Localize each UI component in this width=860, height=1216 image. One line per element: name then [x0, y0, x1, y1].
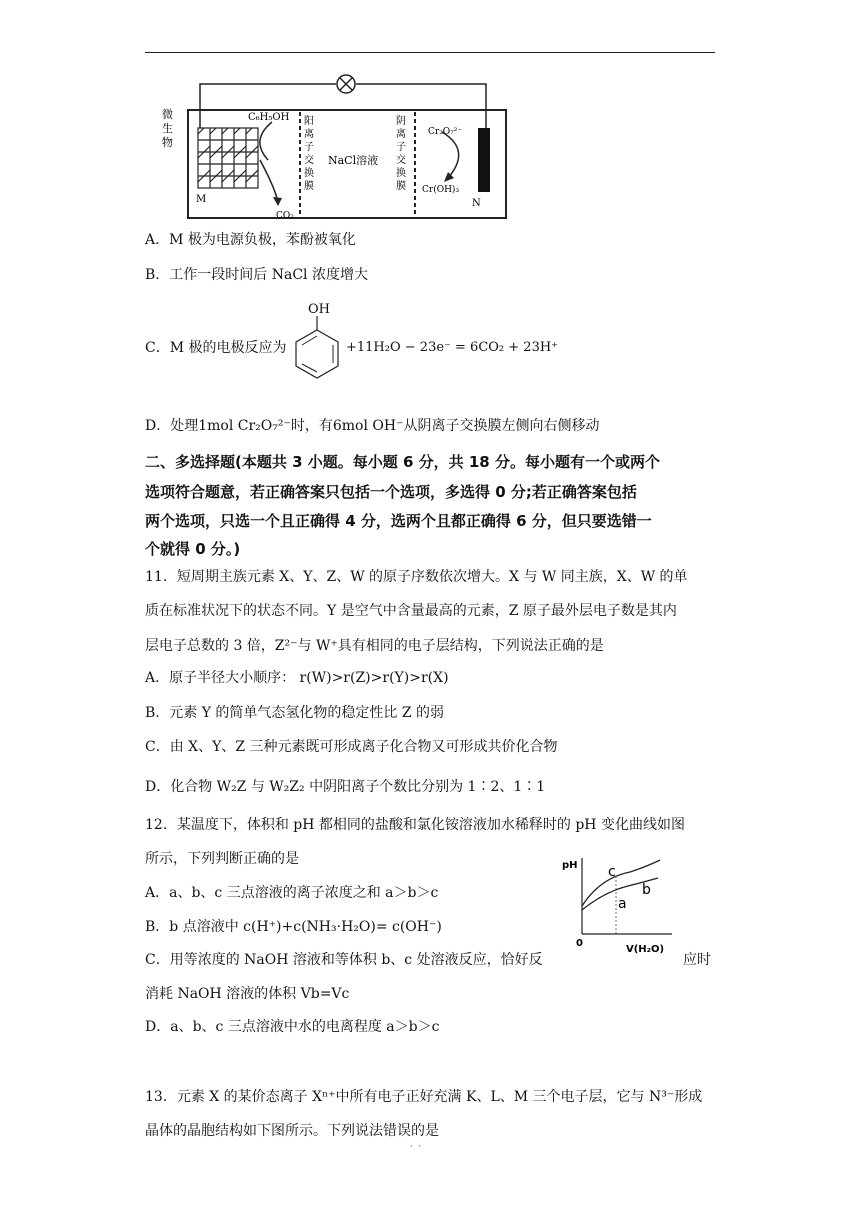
q10-option-b: B．工作一段时间后 NaCl 浓度增大 [145, 267, 368, 283]
svg-text:交: 交 [396, 155, 406, 166]
svg-text:子: 子 [304, 142, 314, 153]
svg-text:交: 交 [304, 155, 314, 166]
q12-option-c-tail: 应时 [683, 952, 711, 968]
q11-option-b: B．元素 Y 的简单气态氢化物的稳定性比 Z 的弱 [145, 705, 445, 721]
q11-stem-2: 质在标准状况下的状态不同。Y 是空气中含量最高的元素，Z 原子最外层电子数是其内 [145, 603, 677, 619]
svg-text:M: M [196, 194, 207, 205]
electrolysis-diagram [160, 70, 520, 225]
q12-option-d: D．a、b、c 三点溶液中水的电离程度 a＞b＞c [145, 1019, 440, 1035]
q11-stem-3: 层电子总数的 3 倍，Z²⁻与 W⁺具有相同的电子层结构，下列说法正确的是 [145, 638, 604, 654]
svg-text:子: 子 [396, 142, 406, 153]
svg-text:换: 换 [304, 168, 314, 179]
svg-text:V(H₂O): V(H₂O) [626, 944, 665, 955]
q12-stem-2: 所示，下列判断正确的是 [145, 851, 299, 867]
svg-text:pH: pH [562, 860, 578, 871]
q13-stem-2: 晶体的晶胞结构如下图所示。下列说法错误的是 [145, 1123, 439, 1139]
section2-line-3: 两个选项，只选一个且正确得 4 分，选两个且都正确得 6 分，但只要选错一 [145, 512, 652, 530]
q12-option-b: B．b 点溶液中 c(H⁺)+c(NH₃·H₂O)= c(OH⁻) [145, 919, 442, 935]
svg-text:阳: 阳 [304, 116, 314, 127]
svg-text:微: 微 [162, 108, 173, 121]
m-electrode [198, 128, 258, 188]
svg-text:b: b [642, 882, 651, 898]
top-rule [145, 52, 715, 53]
svg-text:膜: 膜 [304, 181, 314, 192]
q10-option-d: D．处理1mol Cr₂O₇²⁻时，有6mol OH⁻从阴离子交换膜左侧向右侧移动 [145, 418, 600, 434]
svg-text:Cr(OH)₃: Cr(OH)₃ [422, 185, 460, 195]
phenol-oh-label: OH [308, 302, 330, 317]
svg-text:换: 换 [396, 168, 406, 179]
q12-option-a: A．a、b、c 三点溶液的离子浓度之和 a＞b＞c [145, 885, 439, 901]
svg-text:N: N [472, 198, 481, 209]
section2-line-4: 个就得 0 分。) [145, 540, 241, 558]
q10-option-c [145, 338, 287, 358]
q13-stem-1: 13．元素 X 的某价态离子 Xⁿ⁺中所有电子正好充满 K、L、M 三个电子层，它与 N³⁻形成 [145, 1089, 703, 1105]
svg-text:膜: 膜 [396, 181, 406, 192]
svg-text:0: 0 [576, 938, 583, 949]
q12-stem-1: 12．某温度下，体积和 pH 都相同的盐酸和氯化铵溶液加水稀释时的 pH 变化曲线如图 [145, 817, 685, 833]
q11-option-c: C．由 X、Y、Z 三种元素既可形成离子化合物又可形成共价化合物 [145, 739, 558, 755]
q10-c-equation: +11H₂O − 23e⁻ = 6CO₂ + 23H⁺ [346, 340, 559, 355]
q11-stem-1: 11．短周期主族元素 X、Y、Z、W 的原子序数依次增大。X 与 W 同主族，X、W 的单 [145, 569, 688, 585]
section2-line-1: 二、多选择题(本题共 3 小题。每小题 6 分，共 18 分。每小题有一个或两个 [145, 453, 660, 471]
q10-c-prefix: C．M 极的电极反应为 [145, 340, 287, 356]
svg-text:生: 生 [162, 122, 173, 135]
q11-option-a: A．原子半径大小顺序： r(W)>r(Z)>r(Y)>r(X) [145, 670, 449, 686]
q12-option-c-1: C．用等浓度的 NaOH 溶液和等体积 b、c 处溶液反应，恰好反 [145, 952, 543, 968]
n-electrode [478, 128, 490, 192]
svg-text:离: 离 [396, 129, 406, 140]
q12-option-c-2: 消耗 NaOH 溶液的体积 Vb=Vc [145, 986, 350, 1002]
svg-text:NaCl溶液: NaCl溶液 [328, 154, 379, 167]
svg-text:物: 物 [162, 136, 173, 149]
ph-dilution-graph [560, 848, 680, 960]
svg-text:阴: 阴 [396, 116, 406, 127]
svg-text:a: a [618, 896, 627, 912]
emphasis-dots: ·· [410, 1142, 428, 1151]
svg-text:CO₂: CO₂ [276, 211, 294, 221]
q10-option-a: A．M 极为电源负极，苯酚被氧化 [145, 232, 356, 248]
svg-text:离: 离 [304, 129, 314, 140]
q11-option-d: D．化合物 W₂Z 与 W₂Z₂ 中阴阳离子个数比分别为 1∶2、1∶1 [145, 779, 546, 795]
phenol-label: C₆H₅OH [248, 112, 290, 123]
svg-text:c: c [608, 864, 616, 880]
section2-line-2: 选项符合题意，若正确答案只包括一个选项，多选得 0 分;若正确答案包括 [145, 483, 637, 501]
svg-text:Cr₂O₇²⁻: Cr₂O₇²⁻ [428, 127, 463, 137]
